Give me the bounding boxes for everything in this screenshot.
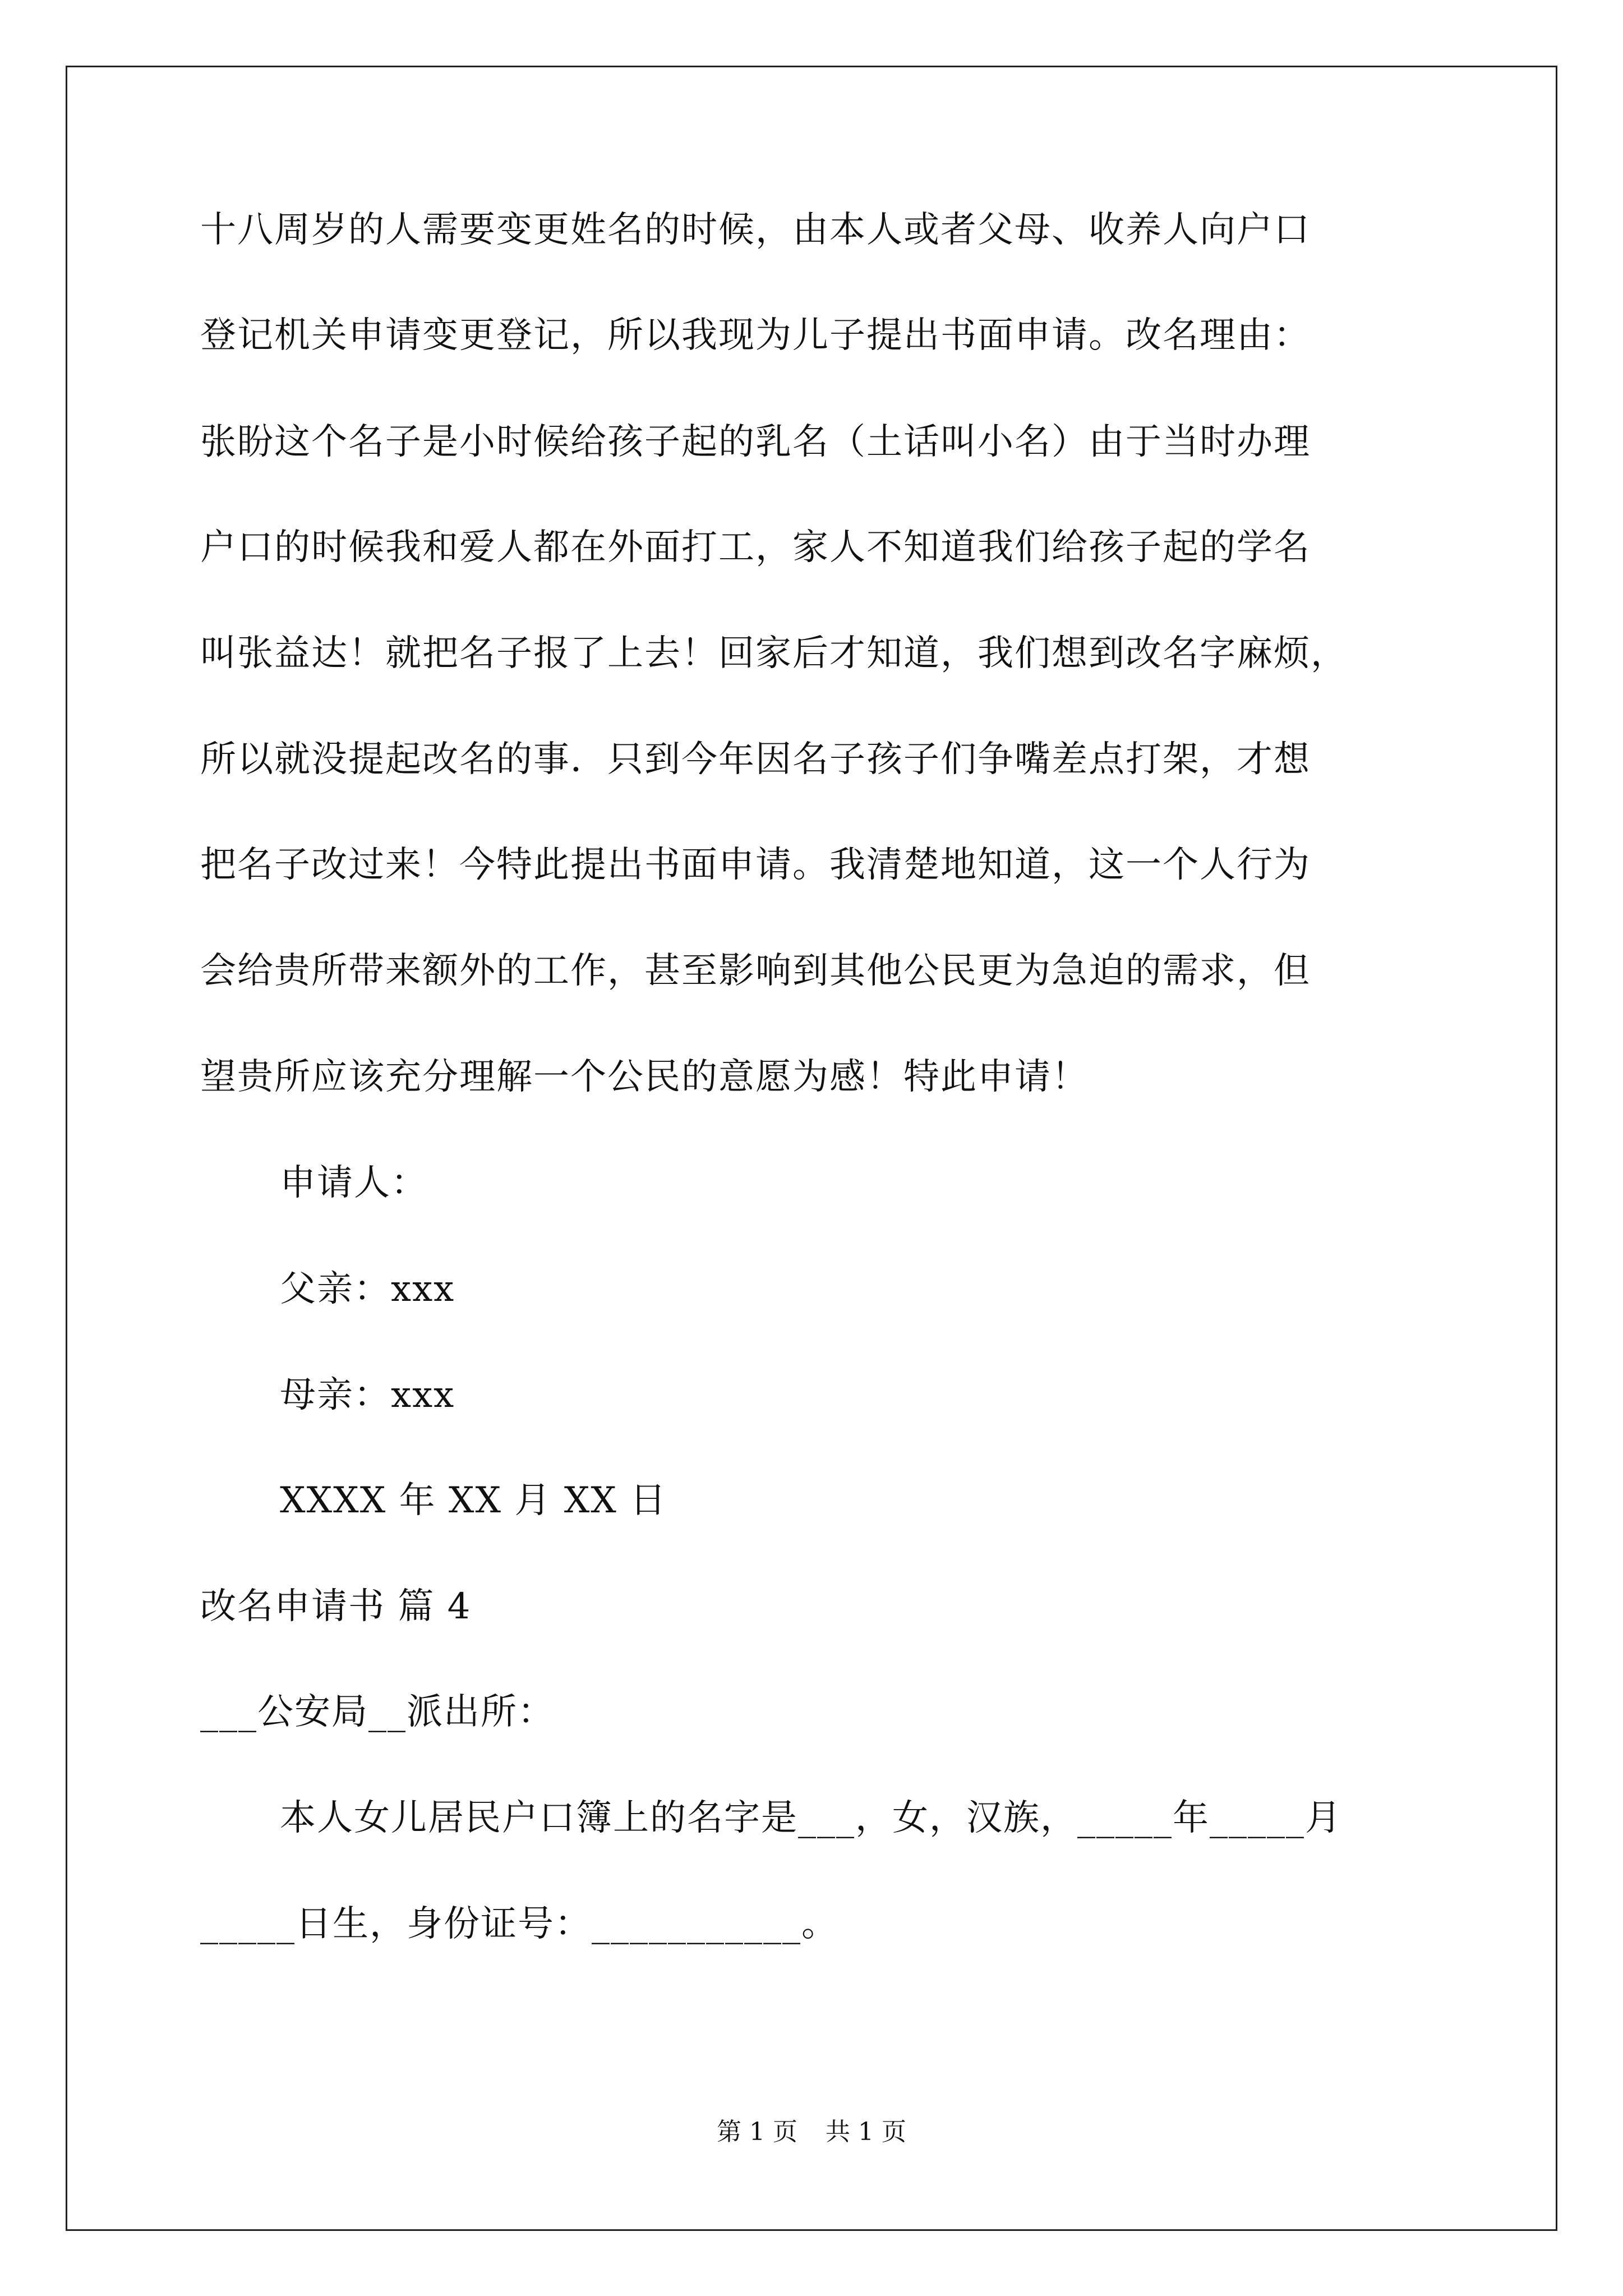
- paragraph-line-1: 十八周岁的人需要变更姓名的时候，由本人或者父母、收养人向户口: [200, 209, 1311, 251]
- paragraph-line-7: 把名子改过来！今特此提出书面申请。我清楚地知道，这一个人行为: [200, 844, 1311, 886]
- paragraph-line-9: 望贵所应该充分理解一个公民的意愿为感！特此申请！: [200, 1056, 1089, 1098]
- addressee-line: ___公安局__派出所：: [200, 1691, 555, 1733]
- page-footer: [0, 2120, 1623, 2145]
- paragraph-line-3: 张盼这个名子是小时候给孩子起的乳名（土话叫小名）由于当时办理: [200, 421, 1311, 463]
- paragraph-line-5: 叫张益达！就把名子报了上去！回家后才知道，我们想到改名字麻烦，: [200, 633, 1348, 674]
- paragraph-line-2: 登记机关申请变更登记，所以我现为儿子提出书面申请。改名理由：: [200, 315, 1311, 356]
- section4-line-2: _____日生，身份证号：___________。: [200, 1903, 838, 1945]
- page-total: 共 1 页: [826, 2118, 906, 2146]
- section-heading: 改名申请书 篇 4: [200, 1586, 472, 1627]
- mother-line: 母亲：xxx: [280, 1374, 455, 1416]
- date-line: XXXX 年 XX 月 XX 日: [280, 1480, 667, 1521]
- paragraph-line-8: 会给贵所带来额外的工作，甚至影响到其他公民更为急迫的需求，但: [200, 950, 1311, 992]
- paragraph-line-6: 所以就没提起改名的事．只到今年因名子孩子们争嘴差点打架，才想: [200, 739, 1311, 780]
- page-number: 第 1 页: [717, 2118, 797, 2146]
- section4-line-1: 本人女儿居民户口簿上的名字是___，女，汉族，_____年_____月: [280, 1797, 1342, 1839]
- applicant-label: 申请人：: [280, 1162, 428, 1204]
- paragraph-line-4: 户口的时候我和爱人都在外面打工，家人不知道我们给孩子起的学名: [200, 527, 1311, 568]
- father-line: 父亲：xxx: [280, 1268, 455, 1310]
